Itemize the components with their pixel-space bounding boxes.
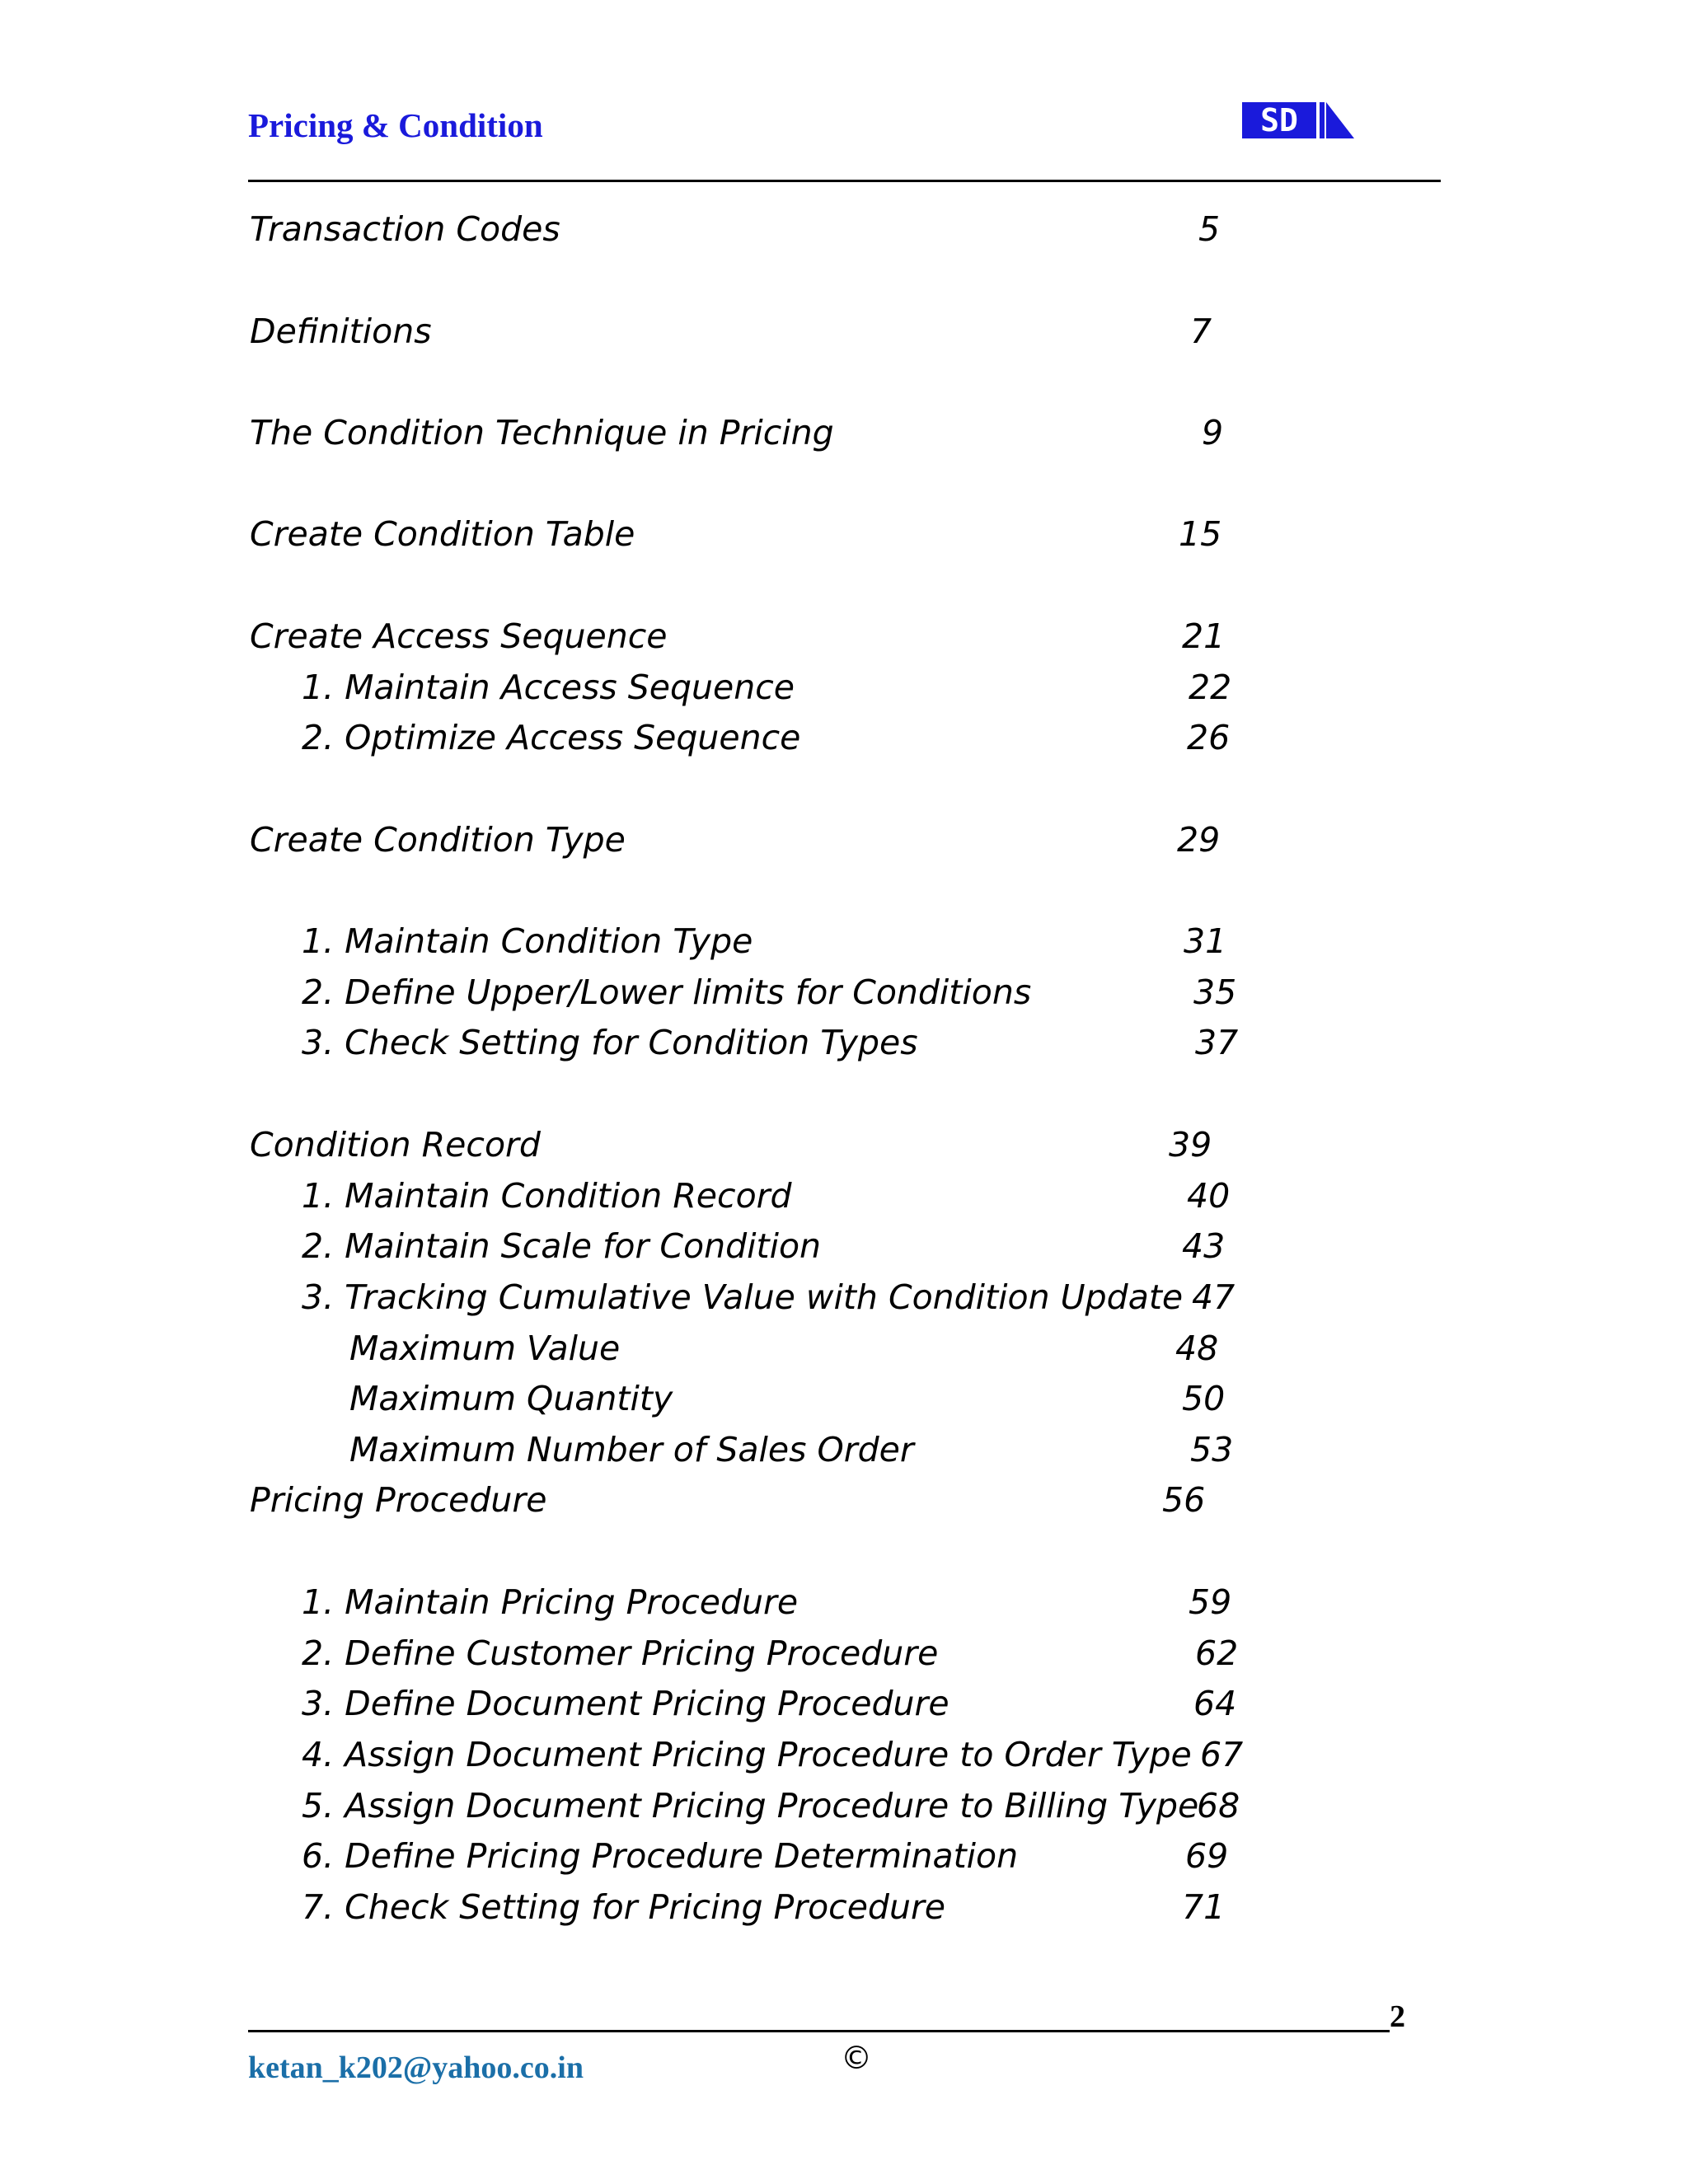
toc-subentry-label[interactable]: 2. Define Upper/Lower limits for Conditions bbox=[302, 972, 1032, 1012]
toc-entry-page: 5 bbox=[1198, 209, 1221, 249]
toc-subentry-label[interactable]: 3. Tracking Cumulative Value with Condition Update bbox=[302, 1277, 1184, 1317]
toc-entry-label[interactable]: Definitions bbox=[250, 312, 432, 351]
footer-divider bbox=[248, 2030, 1390, 2032]
page-number: 2 bbox=[1390, 1999, 1405, 2034]
toc-entry-page: 35 bbox=[1193, 972, 1237, 1012]
toc-subentry-label[interactable]: 2. Define Customer Pricing Procedure bbox=[302, 1633, 939, 1673]
toc-entry-label[interactable]: Condition Record bbox=[250, 1125, 541, 1165]
toc-entry-page: 37 bbox=[1195, 1023, 1239, 1062]
toc-entry-page: 68 bbox=[1197, 1786, 1240, 1825]
toc-entry-page: 40 bbox=[1187, 1176, 1231, 1216]
author-email[interactable]: ketan_k202@yahoo.co.in bbox=[248, 2050, 584, 2085]
toc-entry-page: 69 bbox=[1185, 1836, 1229, 1876]
toc-entry-page: 31 bbox=[1184, 921, 1227, 961]
toc-subentry-label[interactable]: 7. Check Setting for Pricing Procedure bbox=[302, 1887, 946, 1927]
toc-subentry-label[interactable]: 2. Maintain Scale for Condition bbox=[302, 1226, 822, 1266]
toc-entry-label[interactable]: Create Condition Table bbox=[250, 514, 635, 554]
toc-subitem-label[interactable]: Maximum Number of Sales Order bbox=[349, 1430, 914, 1469]
toc-entry-label[interactable]: Create Condition Type bbox=[250, 820, 626, 860]
svg-text:SD: SD bbox=[1260, 102, 1298, 138]
toc-entry-page: 7 bbox=[1190, 312, 1212, 351]
toc-entry-page: 59 bbox=[1189, 1582, 1232, 1622]
toc-entry-page: 43 bbox=[1182, 1226, 1226, 1266]
toc-subentry-label[interactable]: 4. Assign Document Pricing Procedure to Order Type bbox=[302, 1735, 1192, 1774]
toc-subentry-label[interactable]: 1. Maintain Pricing Procedure bbox=[302, 1582, 799, 1622]
copyright-icon: © bbox=[841, 2040, 872, 2076]
toc-entry-page: 56 bbox=[1162, 1480, 1206, 1520]
toc-entry-page: 26 bbox=[1187, 718, 1231, 757]
toc-entry-page: 62 bbox=[1195, 1633, 1239, 1673]
toc-subentry-label[interactable]: 1. Maintain Condition Type bbox=[302, 921, 753, 961]
toc-entry-page: 71 bbox=[1182, 1887, 1226, 1927]
toc-entry-page: 53 bbox=[1190, 1430, 1234, 1469]
toc-entry-page: 9 bbox=[1202, 413, 1224, 452]
document-title: Pricing & Condition bbox=[248, 106, 543, 144]
toc-subitem-label[interactable]: Maximum Quantity bbox=[349, 1379, 673, 1418]
toc-entry-page: 29 bbox=[1177, 820, 1221, 860]
toc-subitem-label[interactable]: Maximum Value bbox=[349, 1329, 621, 1368]
toc-subentry-label[interactable]: 6. Define Pricing Procedure Determination bbox=[302, 1836, 1019, 1876]
toc-subentry-label[interactable]: 1. Maintain Condition Record bbox=[302, 1176, 792, 1216]
toc-entry-page: 47 bbox=[1192, 1277, 1236, 1317]
toc-entry-label[interactable]: Pricing Procedure bbox=[250, 1480, 547, 1520]
toc-entry-page: 64 bbox=[1193, 1684, 1237, 1723]
toc-entry-label[interactable]: Transaction Codes bbox=[250, 209, 560, 249]
toc-subentry-label[interactable]: 2. Optimize Access Sequence bbox=[302, 718, 801, 757]
toc-subentry-label[interactable]: 3. Define Document Pricing Procedure bbox=[302, 1684, 950, 1723]
sd-logo-icon bbox=[1240, 99, 1356, 142]
toc-entry-label[interactable]: The Condition Technique in Pricing bbox=[250, 413, 834, 452]
toc-entry-page: 22 bbox=[1189, 668, 1232, 707]
toc-entry-page: 39 bbox=[1169, 1125, 1212, 1165]
header-divider bbox=[248, 180, 1441, 182]
toc-entry-page: 15 bbox=[1179, 514, 1222, 554]
toc-subentry-label[interactable]: 1. Maintain Access Sequence bbox=[302, 668, 795, 707]
toc-subentry-label[interactable]: 5. Assign Document Pricing Procedure to Billing Type bbox=[302, 1786, 1199, 1825]
toc-entry-label[interactable]: Create Access Sequence bbox=[250, 616, 668, 656]
toc-subentry-label[interactable]: 3. Check Setting for Condition Types bbox=[302, 1023, 918, 1062]
toc-entry-page: 67 bbox=[1200, 1735, 1244, 1774]
toc-entry-page: 50 bbox=[1182, 1379, 1226, 1418]
toc-entry-page: 48 bbox=[1175, 1329, 1219, 1368]
toc-entry-page: 21 bbox=[1182, 616, 1226, 656]
